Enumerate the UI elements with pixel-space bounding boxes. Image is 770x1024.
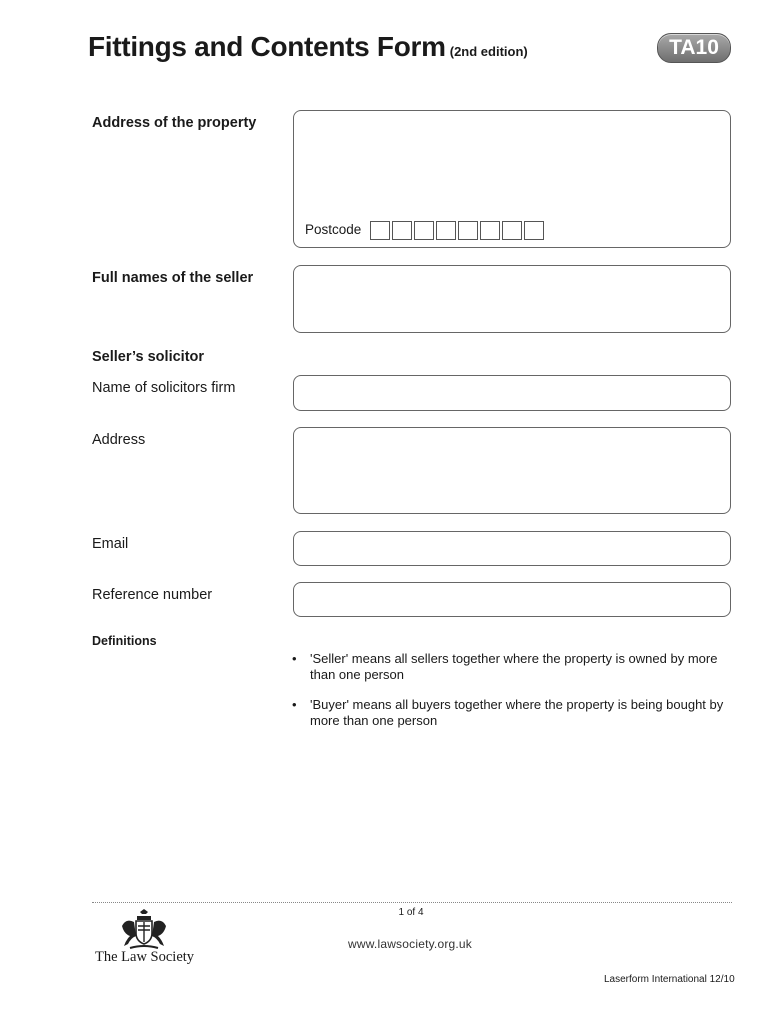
postcode-cell[interactable] [480, 221, 500, 240]
seller-names-label: Full names of the seller [92, 270, 254, 286]
form-title-text: Fittings and Contents Form [88, 31, 446, 62]
form-code-badge: TA10 [657, 33, 731, 63]
solicitor-firm-label: Name of solicitors firm [92, 380, 236, 396]
postcode-cell[interactable] [414, 221, 434, 240]
definition-text: 'Buyer' means all buyers together where the property is being bought by more than one person [310, 697, 724, 728]
address-of-property-label: Address of the property [92, 115, 257, 131]
definitions-list [292, 651, 732, 743]
printer-credit: Laserform International 12/10 [604, 974, 735, 985]
form-edition: (2nd edition) [449, 44, 528, 59]
sellers-solicitor-heading: Seller’s solicitor [92, 349, 205, 365]
definition-item [292, 697, 732, 729]
solicitor-address-label: Address [92, 432, 146, 448]
law-society-crest-icon [118, 908, 170, 952]
bullet-icon: • [292, 697, 297, 712]
solicitor-email-label: Email [92, 536, 129, 552]
postcode-cell[interactable] [458, 221, 478, 240]
definitions-heading: Definitions [92, 634, 157, 648]
postcode-cell[interactable] [502, 221, 522, 240]
postcode-label: Postcode [305, 222, 362, 237]
solicitor-email-field[interactable] [293, 531, 731, 566]
definition-item [292, 651, 732, 683]
postcode-cells [370, 221, 546, 240]
bullet-icon: • [292, 651, 297, 666]
law-society-logo-text: The Law Society [95, 949, 195, 965]
postcode-cell[interactable] [436, 221, 456, 240]
solicitor-firm-field[interactable] [293, 375, 731, 411]
solicitor-address-field[interactable] [293, 427, 731, 514]
reference-number-label: Reference number [92, 587, 213, 603]
definition-text: 'Seller' means all sellers together where the property is owned by more than one person [310, 651, 718, 682]
website-link[interactable]: www.lawsociety.org.uk [347, 937, 473, 951]
seller-names-field[interactable] [293, 265, 731, 333]
postcode-cell[interactable] [392, 221, 412, 240]
reference-number-field[interactable] [293, 582, 731, 617]
page-number: 1 of 4 [398, 907, 424, 918]
postcode-cell[interactable] [524, 221, 544, 240]
postcode-cell[interactable] [370, 221, 390, 240]
footer-divider [92, 902, 732, 903]
form-title [88, 31, 528, 63]
